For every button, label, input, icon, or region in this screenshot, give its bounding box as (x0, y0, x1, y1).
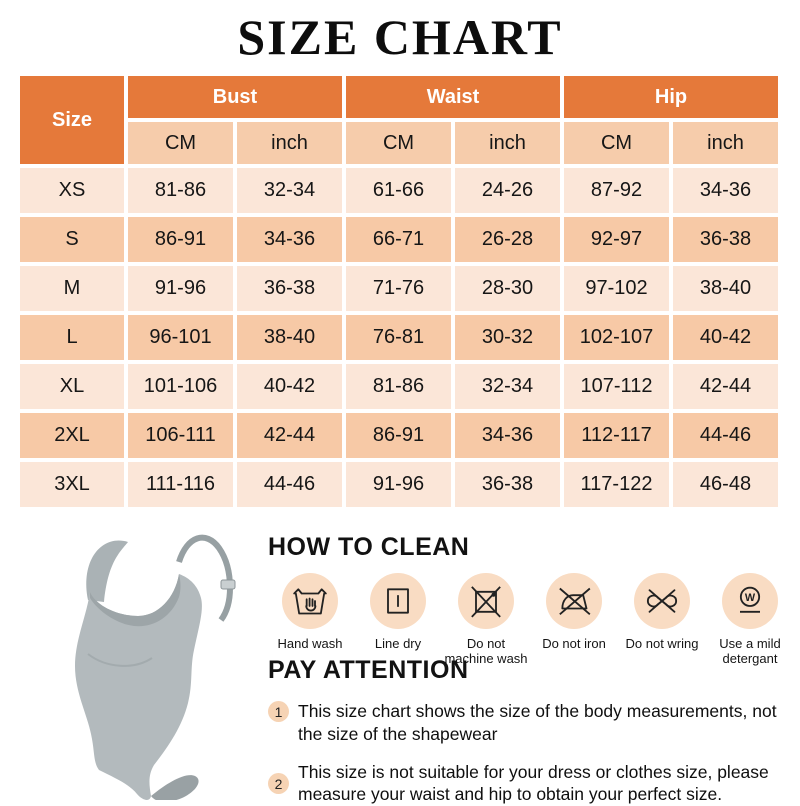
table-group-header-row (20, 76, 778, 118)
cell: 24-26 (455, 168, 560, 213)
cell: 61-66 (346, 168, 451, 213)
cell: 36-38 (673, 217, 778, 262)
cell: 71-76 (346, 266, 451, 311)
note-number-badge: 1 (268, 701, 289, 722)
cell: 76-81 (346, 315, 451, 360)
do-not-wring-icon (634, 573, 690, 629)
cell: 36-38 (237, 266, 342, 311)
care-label: Do not wring (620, 636, 704, 651)
how-to-clean-heading: HOW TO CLEAN (268, 533, 792, 562)
cell: 117-122 (564, 462, 669, 507)
cell: 91-96 (128, 266, 233, 311)
cell: 66-71 (346, 217, 451, 262)
care-item-do-not-machine-wash (444, 573, 528, 667)
cell: 81-86 (128, 168, 233, 213)
size-label: S (20, 217, 124, 262)
pay-attention-section (268, 656, 778, 806)
cell: 92-97 (564, 217, 669, 262)
size-label: XL (20, 364, 124, 409)
cell: 38-40 (237, 315, 342, 360)
pay-attention-heading: PAY ATTENTION (268, 656, 778, 685)
cell: 44-46 (673, 413, 778, 458)
cell: 40-42 (673, 315, 778, 360)
attention-note-1 (268, 700, 778, 746)
cell: 102-107 (564, 315, 669, 360)
how-to-clean-section (268, 533, 792, 667)
care-label: Do not iron (532, 636, 616, 651)
size-label: M (20, 266, 124, 311)
care-item-do-not-iron (532, 573, 616, 667)
cell: 111-116 (128, 462, 233, 507)
cell: 46-48 (673, 462, 778, 507)
size-label: L (20, 315, 124, 360)
cell: 26-28 (455, 217, 560, 262)
note-text: This size is not suitable for your dress or clothes size, please measure your waist and hip to obtain your perfect size. (298, 761, 778, 806)
cell: 107-112 (564, 364, 669, 409)
do-not-iron-icon (546, 573, 602, 629)
table-unit-header-row (20, 122, 778, 164)
care-label: Hand wash (268, 636, 352, 651)
cell: 32-34 (237, 168, 342, 213)
cell: 32-34 (455, 364, 560, 409)
cell: 36-38 (455, 462, 560, 507)
care-item-line-dry (356, 573, 440, 667)
cell: 81-86 (346, 364, 451, 409)
table-row-s (20, 217, 778, 262)
care-item-mild-detergent (708, 573, 792, 667)
table-row-xs (20, 168, 778, 213)
mild-detergent-icon (722, 573, 778, 629)
table-row-2xl (20, 413, 778, 458)
size-label: 2XL (20, 413, 124, 458)
cell: 101-106 (128, 364, 233, 409)
table-row-l (20, 315, 778, 360)
care-icons-row (268, 573, 792, 667)
cell: 30-32 (455, 315, 560, 360)
cell: 86-91 (346, 413, 451, 458)
waist-group-header: Waist (346, 76, 560, 118)
hand-wash-icon (282, 573, 338, 629)
care-label: Do not machine wash (444, 636, 528, 667)
care-item-do-not-wring (620, 573, 704, 667)
table-row-m (20, 266, 778, 311)
cell: 91-96 (346, 462, 451, 507)
cell: 40-42 (237, 364, 342, 409)
cell: 97-102 (564, 266, 669, 311)
do-not-machine-wash-icon (458, 573, 514, 629)
unit-header: CM (128, 122, 233, 164)
cell: 87-92 (564, 168, 669, 213)
unit-header: inch (673, 122, 778, 164)
unit-header: inch (237, 122, 342, 164)
page-title: SIZE CHART (0, 8, 800, 66)
care-label: Line dry (356, 636, 440, 651)
cell: 86-91 (128, 217, 233, 262)
unit-header: inch (455, 122, 560, 164)
cell: 34-36 (673, 168, 778, 213)
size-label: 3XL (20, 462, 124, 507)
cell: 34-36 (455, 413, 560, 458)
cell: 42-44 (237, 413, 342, 458)
care-label: Use a mild detergant (708, 636, 792, 667)
care-item-hand-wash (268, 573, 352, 667)
cell: 106-111 (128, 413, 233, 458)
detergent-letter: W (745, 592, 756, 604)
size-chart-table (16, 72, 782, 511)
note-text: This size chart shows the size of the body measurements, not the size of the shapewear (298, 700, 778, 746)
cell: 44-46 (237, 462, 342, 507)
size-label: XS (20, 168, 124, 213)
cell: 38-40 (673, 266, 778, 311)
cell: 34-36 (237, 217, 342, 262)
line-dry-icon (370, 573, 426, 629)
cell: 42-44 (673, 364, 778, 409)
size-column-header: Size (20, 76, 124, 164)
table-row-xl (20, 364, 778, 409)
table-row-3xl (20, 462, 778, 507)
unit-header: CM (564, 122, 669, 164)
cell: 96-101 (128, 315, 233, 360)
unit-header: CM (346, 122, 451, 164)
note-number-badge: 2 (268, 773, 289, 794)
cell: 112-117 (564, 413, 669, 458)
hip-group-header: Hip (564, 76, 778, 118)
bodysuit-image (30, 518, 268, 800)
cell: 28-30 (455, 266, 560, 311)
bust-group-header: Bust (128, 76, 342, 118)
attention-note-2 (268, 761, 778, 806)
